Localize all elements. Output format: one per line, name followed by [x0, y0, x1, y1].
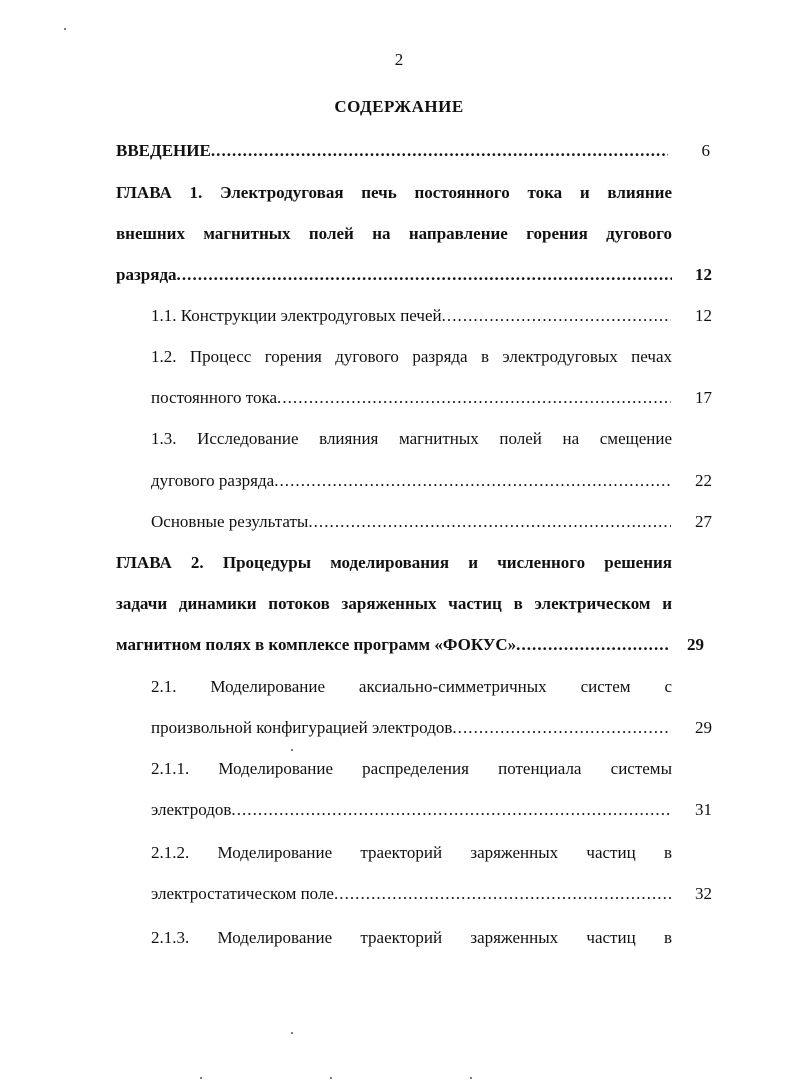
toc-page-1-1: 12: [695, 306, 712, 325]
toc-entry-2-1-1-line2[interactable]: [151, 800, 671, 820]
toc-entry-2-1-1-line1[interactable]: 2.1.1. Моделирование распределения потенциала системы: [151, 759, 672, 778]
toc-page-2-1-1: 31: [695, 800, 712, 819]
toc-entry-2-1-line2[interactable]: [151, 718, 671, 738]
toc-page-chapter2: 29: [687, 635, 704, 654]
toc-entry-2-1-1-label-end: электродов: [151, 800, 232, 819]
toc-page-1-2: 17: [695, 388, 712, 407]
toc-page-2-1-2: 32: [695, 884, 712, 903]
toc-entry-1-3-line2[interactable]: [151, 471, 671, 491]
scan-speck: [470, 1077, 472, 1079]
toc-chapter2-line1[interactable]: ГЛАВА 2. Процедуры моделирования и численного решения: [116, 553, 672, 572]
toc-chapter2-line3[interactable]: [116, 635, 668, 655]
toc-chapter1-label-end: разряда: [116, 265, 177, 284]
page-number: 2: [394, 50, 404, 69]
toc-entry-2-1-2-line2[interactable]: [151, 884, 671, 904]
toc-entry-results[interactable]: [151, 512, 671, 532]
toc-entry-2-1-3-line1[interactable]: 2.1.3. Моделирование траекторий заряженных частиц в: [151, 928, 672, 947]
dot-leader: [516, 635, 668, 655]
toc-chapter1-line3[interactable]: [116, 265, 672, 285]
scan-speck: [291, 749, 293, 751]
toc-entry-1-1-label: 1.1. Конструкции электродуговых печей: [151, 306, 442, 325]
dot-leader: [334, 884, 671, 904]
dot-leader: [211, 141, 668, 161]
scan-speck: [330, 1077, 332, 1079]
toc-entry-1-3-line1[interactable]: 1.3. Исследование влияния магнитных полей на смещение: [151, 429, 672, 448]
toc-entry-1-3-label-end: дугового разряда: [151, 471, 275, 490]
dot-leader: [177, 265, 672, 285]
dot-leader: [308, 512, 671, 532]
toc-chapter2-label-end: магнитном полях в комплексе программ «ФОКУС»: [116, 635, 517, 654]
toc-entry-intro-label: ВВЕДЕНИЕ: [116, 141, 211, 160]
toc-page-intro: 6: [701, 141, 710, 160]
scan-speck: [64, 28, 66, 30]
dot-leader: [231, 800, 671, 820]
toc-page-chapter1: 12: [695, 265, 712, 284]
toc-entry-results-label: Основные результаты: [151, 512, 309, 531]
toc-page-1-3: 22: [695, 471, 712, 490]
dot-leader: [277, 388, 671, 408]
toc-entry-1-2-line1[interactable]: 1.2. Процесс горения дугового разряда в электродуговых печах: [151, 347, 672, 366]
toc-entry-2-1-line1[interactable]: 2.1. Моделирование аксиально-симметричных систем с: [151, 677, 672, 696]
dot-leader: [442, 306, 671, 326]
toc-chapter2-line2[interactable]: задачи динамики потоков заряженных частиц в электрическом и: [116, 594, 672, 613]
dot-leader: [274, 471, 671, 491]
toc-entry-1-2-line2[interactable]: [151, 388, 671, 408]
toc-entry-1-1[interactable]: [151, 306, 671, 326]
toc-entry-2-1-2-label-end: электростатическом поле: [151, 884, 334, 903]
dot-leader: [452, 718, 671, 738]
toc-title: СОДЕРЖАНИЕ: [334, 97, 464, 116]
toc-entry-1-2-label-end: постоянного тока: [151, 388, 278, 407]
toc-entry-2-1-2-line1[interactable]: 2.1.2. Моделирование траекторий заряженных частиц в: [151, 843, 672, 862]
toc-chapter1-line2[interactable]: внешних магнитных полей на направление горения дугового: [116, 224, 672, 243]
scan-speck: [200, 1077, 202, 1079]
toc-page-2-1: 29: [695, 718, 712, 737]
toc-entry-2-1-label-end: произвольной конфигурацией электродов: [151, 718, 453, 737]
toc-entry-intro[interactable]: [116, 141, 668, 161]
scan-speck: [291, 1032, 293, 1034]
toc-page-results: 27: [695, 512, 712, 531]
toc-chapter1-line1[interactable]: ГЛАВА 1. Электродуговая печь постоянного тока и влияние: [116, 183, 672, 202]
